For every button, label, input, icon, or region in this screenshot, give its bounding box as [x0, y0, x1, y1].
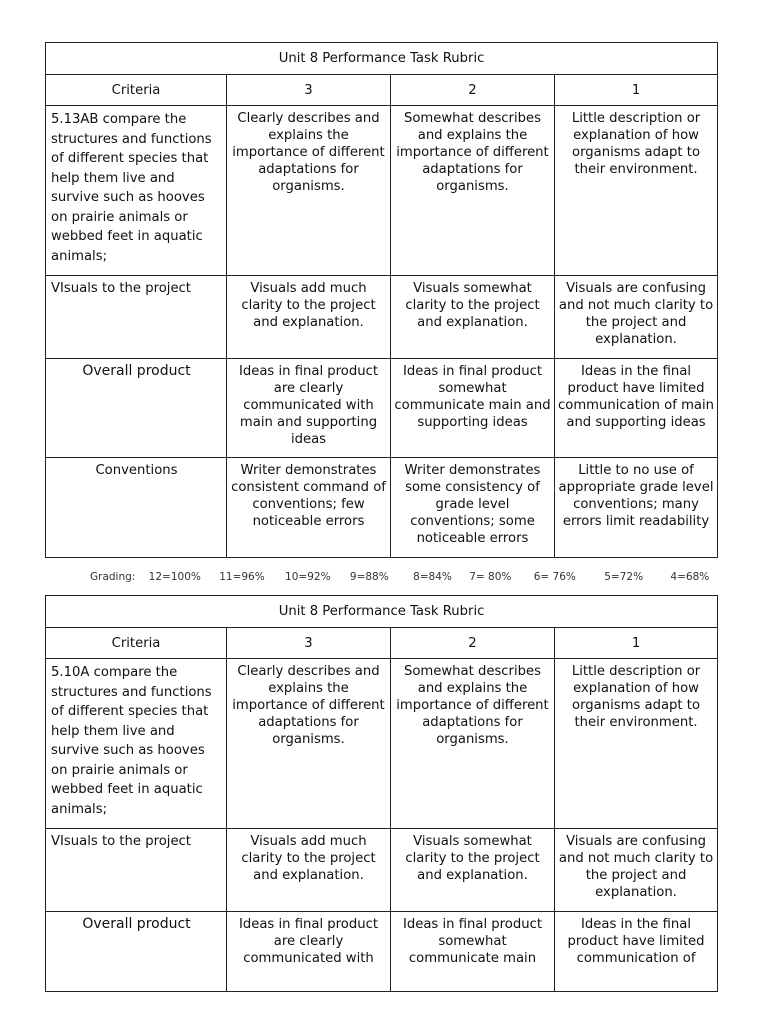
- header-criteria: Criteria: [46, 628, 227, 659]
- header-criteria: Criteria: [46, 75, 227, 106]
- level-3-description: Visuals add much clarity to the project and explanation.: [227, 276, 391, 359]
- grade-item: 6= 76%: [533, 571, 576, 583]
- level-2-description: Writer demonstrates some consistency of grade level conventions; some noticeable errors: [391, 458, 555, 558]
- level-1-description: Ideas in the final product have limited communication of main and supporting ideas: [555, 359, 718, 458]
- level-2-description: Somewhat describes and explains the importance of different adaptations for organisms.: [391, 106, 555, 276]
- level-2-description: Visuals somewhat clarity to the project and explanation.: [391, 829, 555, 912]
- rubric-table-2: [45, 595, 718, 992]
- criteria-conventions: Conventions: [46, 458, 227, 558]
- criteria-overall-product: Overall product: [46, 359, 227, 458]
- level-3-description: Clearly describes and explains the importance of different adaptations for organisms.: [227, 659, 391, 829]
- grade-item: 9=88%: [349, 571, 389, 583]
- level-3-description: Writer demonstrates consistent command of conventions; few noticeable errors: [227, 458, 391, 558]
- level-1-description: Visuals are confusing and not much clarity to the project and explanation.: [555, 829, 718, 912]
- grading-label: Grading:: [90, 571, 136, 583]
- level-3-description: Ideas in final product are clearly communicated with main and supporting ideas: [227, 359, 391, 458]
- level-2-description: Ideas in final product somewhat communicate main: [391, 912, 555, 992]
- level-2-description: Ideas in final product somewhat communicate main and supporting ideas: [391, 359, 555, 458]
- grade-item: 5=72%: [604, 571, 644, 583]
- header-score-3: 3: [227, 75, 391, 106]
- criteria-standard: 5.13AB compare the structures and functions of different species that help them live and survive such as hooves on prairie animals or webbed feet in aquatic animals;: [46, 106, 227, 276]
- header-score-2: 2: [391, 75, 555, 106]
- grade-item: 12=100%: [148, 571, 201, 583]
- criteria-visuals: VIsuals to the project: [46, 829, 227, 912]
- level-3-description: Clearly describes and explains the importance of different adaptations for organisms.: [227, 106, 391, 276]
- grading-scale: [90, 571, 709, 583]
- header-score-1: 1: [555, 75, 718, 106]
- header-score-1: 1: [555, 628, 718, 659]
- criteria-visuals: VIsuals to the project: [46, 276, 227, 359]
- grade-item: 10=92%: [285, 571, 331, 583]
- grade-item: 11=96%: [219, 571, 265, 583]
- rubric-title: Unit 8 Performance Task Rubric: [46, 596, 718, 628]
- criteria-overall-product: Overall product: [46, 912, 227, 992]
- header-score-2: 2: [391, 628, 555, 659]
- level-2-description: Visuals somewhat clarity to the project and explanation.: [391, 276, 555, 359]
- grade-item: 4=68%: [670, 571, 710, 583]
- level-1-description: Ideas in the final product have limited communication of: [555, 912, 718, 992]
- header-score-3: 3: [227, 628, 391, 659]
- rubric-title: Unit 8 Performance Task Rubric: [46, 43, 718, 75]
- rubric-table-1: [45, 42, 718, 558]
- level-1-description: Little description or explanation of how organisms adapt to their environment.: [555, 659, 718, 829]
- level-1-description: Little description or explanation of how organisms adapt to their environment.: [555, 106, 718, 276]
- grade-item: 7= 80%: [469, 571, 512, 583]
- level-1-description: Little to no use of appropriate grade level conventions; many errors limit readability: [555, 458, 718, 558]
- criteria-standard: 5.10A compare the structures and functions of different species that help them live and survive such as hooves on prairie animals or webbed feet in aquatic animals;: [46, 659, 227, 829]
- level-3-description: Visuals add much clarity to the project and explanation.: [227, 829, 391, 912]
- level-3-description: Ideas in final product are clearly communicated with: [227, 912, 391, 992]
- level-2-description: Somewhat describes and explains the importance of different adaptations for organisms.: [391, 659, 555, 829]
- level-1-description: Visuals are confusing and not much clarity to the project and explanation.: [555, 276, 718, 359]
- grade-item: 8=84%: [413, 571, 452, 583]
